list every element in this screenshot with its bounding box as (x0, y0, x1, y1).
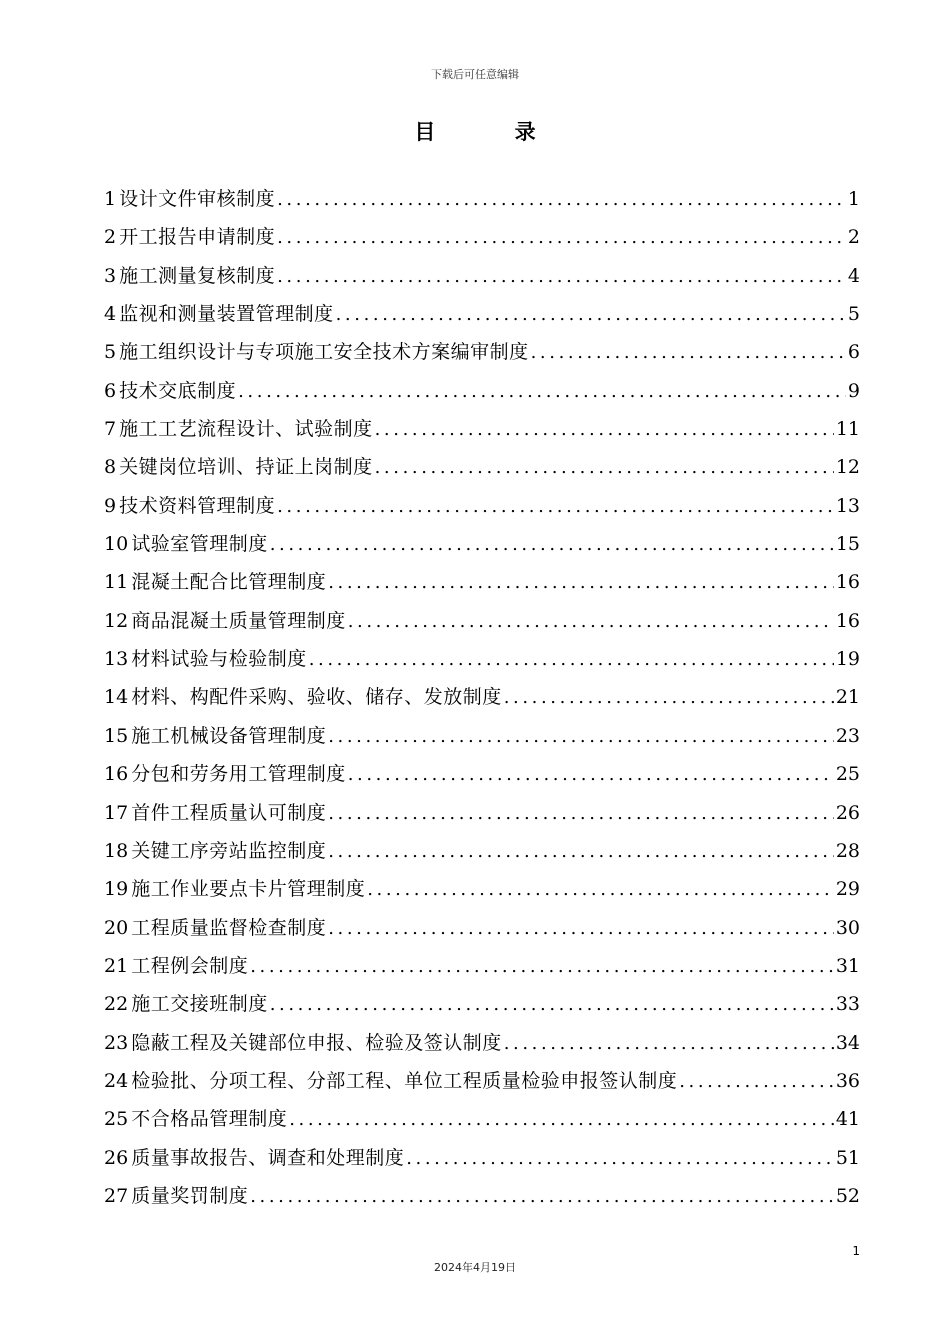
toc-entry-title: 关键工序旁站监控制度 (131, 839, 327, 862)
toc-entry[interactable] (104, 870, 860, 908)
toc-entry-page: 1 (847, 188, 860, 210)
toc-entry-leader (328, 795, 834, 833)
toc-entry-number: 5 (104, 341, 117, 364)
toc-entry-page: 15 (835, 533, 860, 556)
toc-entry-leader (348, 603, 834, 641)
toc-entry-number: 23 (104, 1031, 129, 1054)
toc-entry-number: 3 (104, 264, 117, 287)
toc-entry[interactable] (104, 1139, 860, 1177)
toc-entry[interactable] (104, 640, 860, 678)
toc-entry[interactable] (104, 1100, 860, 1138)
toc-entry-number: 12 (104, 609, 129, 632)
toc-entry-number: 22 (104, 993, 129, 1016)
toc-entry-title: 检验批、分项工程、分部工程、单位工程质量检验申报签认制度 (131, 1069, 678, 1092)
toc-entry-leader (328, 718, 834, 756)
toc-entry[interactable] (104, 372, 860, 410)
toc-entry[interactable] (104, 678, 860, 716)
toc-entry-title: 商品混凝土质量管理制度 (131, 609, 346, 632)
toc-entry[interactable] (104, 525, 860, 563)
toc-entry-page: 34 (835, 1031, 860, 1054)
toc-entry-leader (277, 181, 846, 219)
toc-entry-number: 27 (104, 1184, 129, 1207)
toc-list (104, 180, 860, 1215)
toc-entry-number: 24 (104, 1069, 129, 1092)
toc-entry-page: 26 (835, 801, 860, 824)
toc-entry-page: 25 (835, 763, 860, 786)
footer-date: 2024年4月19日 (434, 1261, 516, 1274)
toc-entry-leader (238, 373, 846, 411)
toc-entry-leader (250, 948, 834, 986)
toc-entry-title: 分包和劳务用工管理制度 (131, 763, 346, 786)
toc-entry[interactable] (104, 755, 860, 793)
toc-entry-page: 52 (835, 1184, 860, 1207)
toc-entry-title: 技术交底制度 (119, 379, 237, 402)
toc-entry-leader (504, 679, 834, 717)
toc-entry[interactable] (104, 563, 860, 601)
toc-entry[interactable] (104, 333, 860, 371)
toc-entry-number: 4 (104, 303, 117, 326)
toc-entry-leader (277, 219, 846, 257)
toc-entry-page: 11 (835, 418, 860, 441)
toc-entry-page: 2 (847, 226, 860, 249)
header-note: 下载后可任意编辑 (431, 68, 519, 81)
toc-entry-title: 施工工艺流程设计、试验制度 (119, 418, 373, 441)
toc-entry-leader (367, 871, 834, 909)
toc-entry-title: 施工组织设计与专项施工安全技术方案编审制度 (119, 341, 529, 364)
toc-entry-leader (375, 411, 834, 449)
toc-entry-title: 质量奖罚制度 (131, 1184, 249, 1207)
toc-entry[interactable] (104, 410, 860, 448)
toc-entry-page: 16 (835, 571, 860, 594)
toc-entry-number: 2 (104, 226, 117, 249)
toc-entry-title: 材料试验与检验制度 (131, 648, 307, 671)
toc-entry-number: 21 (104, 954, 129, 977)
toc-entry-page: 28 (835, 839, 860, 862)
toc-entry-leader (375, 449, 834, 487)
toc-entry-page: 30 (835, 916, 860, 939)
toc-entry-page: 6 (847, 341, 860, 364)
toc-entry-leader (406, 1140, 834, 1178)
toc-entry-title: 工程例会制度 (131, 954, 249, 977)
toc-entry-title: 混凝土配合比管理制度 (131, 571, 327, 594)
toc-entry-title: 不合格品管理制度 (131, 1108, 288, 1131)
toc-title: 目 录 (414, 120, 572, 144)
toc-entry-number: 20 (104, 916, 129, 939)
toc-entry[interactable] (104, 909, 860, 947)
toc-entry-number: 18 (104, 839, 129, 862)
toc-entry-leader (679, 1063, 834, 1101)
toc-entry-leader (328, 910, 834, 948)
toc-entry-page: 9 (847, 379, 860, 402)
toc-entry-number: 14 (104, 686, 129, 709)
toc-entry[interactable] (104, 1062, 860, 1100)
toc-entry-page: 13 (835, 494, 860, 517)
toc-entry-title: 技术资料管理制度 (119, 494, 276, 517)
toc-entry-page: 5 (847, 303, 860, 326)
toc-entry-leader (309, 641, 834, 679)
toc-entry-leader (348, 756, 834, 794)
toc-entry-number: 19 (104, 878, 129, 901)
toc-entry-page: 33 (835, 993, 860, 1016)
toc-entry[interactable] (104, 985, 860, 1023)
toc-entry[interactable] (104, 487, 860, 525)
toc-entry[interactable] (104, 257, 860, 295)
toc-entry-number: 7 (104, 418, 117, 441)
toc-entry-number: 1 (104, 188, 117, 210)
toc-entry[interactable] (104, 448, 860, 486)
toc-entry-title: 质量事故报告、调查和处理制度 (131, 1146, 405, 1169)
toc-entry-number: 16 (104, 763, 129, 786)
toc-entry-title: 关键岗位培训、持证上岗制度 (119, 456, 373, 479)
toc-entry-page: 19 (835, 648, 860, 671)
toc-entry[interactable] (104, 717, 860, 755)
toc-entry-title: 设计文件审核制度 (119, 188, 276, 210)
toc-entry-leader (270, 986, 834, 1024)
toc-entry-leader (504, 1025, 834, 1063)
toc-entry-page: 16 (835, 609, 860, 632)
toc-entry-number: 9 (104, 494, 117, 517)
toc-entry-number: 26 (104, 1146, 129, 1169)
toc-entry-page: 21 (835, 686, 860, 709)
toc-entry-title: 施工作业要点卡片管理制度 (131, 878, 366, 901)
toc-entry[interactable] (104, 180, 860, 218)
toc-entry-title: 隐蔽工程及关键部位申报、检验及签认制度 (131, 1031, 502, 1054)
toc-entry-title: 施工机械设备管理制度 (131, 724, 327, 747)
toc-entry[interactable] (104, 218, 860, 256)
page-number: 1 (852, 1244, 860, 1258)
toc-entry-number: 10 (104, 533, 129, 556)
toc-entry-title: 试验室管理制度 (131, 533, 268, 556)
toc-entry-page: 4 (847, 264, 860, 287)
toc-entry-leader (270, 526, 834, 564)
toc-entry-title: 开工报告申请制度 (119, 226, 276, 249)
toc-entry-leader (277, 258, 846, 296)
toc-entry[interactable] (104, 832, 860, 870)
toc-entry[interactable] (104, 1177, 860, 1215)
toc-entry-leader (328, 564, 834, 602)
toc-entry-page: 31 (835, 954, 860, 977)
toc-entry-number: 11 (104, 571, 129, 594)
toc-entry-number: 6 (104, 379, 117, 402)
toc-entry-leader (250, 1178, 834, 1216)
toc-entry-page: 36 (835, 1069, 860, 1092)
toc-entry-title: 监视和测量装置管理制度 (119, 303, 334, 326)
toc-entry-title: 施工测量复核制度 (119, 264, 276, 287)
toc-entry-page: 41 (835, 1108, 860, 1131)
toc-entry-leader (336, 296, 846, 334)
toc-entry-title: 首件工程质量认可制度 (131, 801, 327, 824)
toc-entry-leader (328, 833, 834, 871)
toc-entry-number: 17 (104, 801, 129, 824)
toc-entry-page: 23 (835, 724, 860, 747)
toc-entry-leader (531, 334, 846, 372)
toc-entry-leader (277, 488, 834, 526)
toc-entry[interactable] (104, 947, 860, 985)
toc-entry[interactable] (104, 794, 860, 832)
toc-entry[interactable] (104, 295, 860, 333)
toc-entry[interactable] (104, 1024, 860, 1062)
toc-entry-page: 51 (835, 1146, 860, 1169)
toc-entry-title: 材料、构配件采购、验收、储存、发放制度 (131, 686, 502, 709)
toc-entry-page: 29 (835, 878, 860, 901)
toc-entry-page: 12 (835, 456, 860, 479)
toc-entry-number: 13 (104, 648, 129, 671)
toc-entry-title: 工程质量监督检查制度 (131, 916, 327, 939)
toc-entry-title: 施工交接班制度 (131, 993, 268, 1016)
toc-entry-number: 25 (104, 1108, 129, 1131)
toc-entry-number: 8 (104, 456, 117, 479)
toc-entry-number: 15 (104, 724, 129, 747)
toc-entry-leader (289, 1101, 834, 1139)
toc-entry[interactable] (104, 602, 860, 640)
